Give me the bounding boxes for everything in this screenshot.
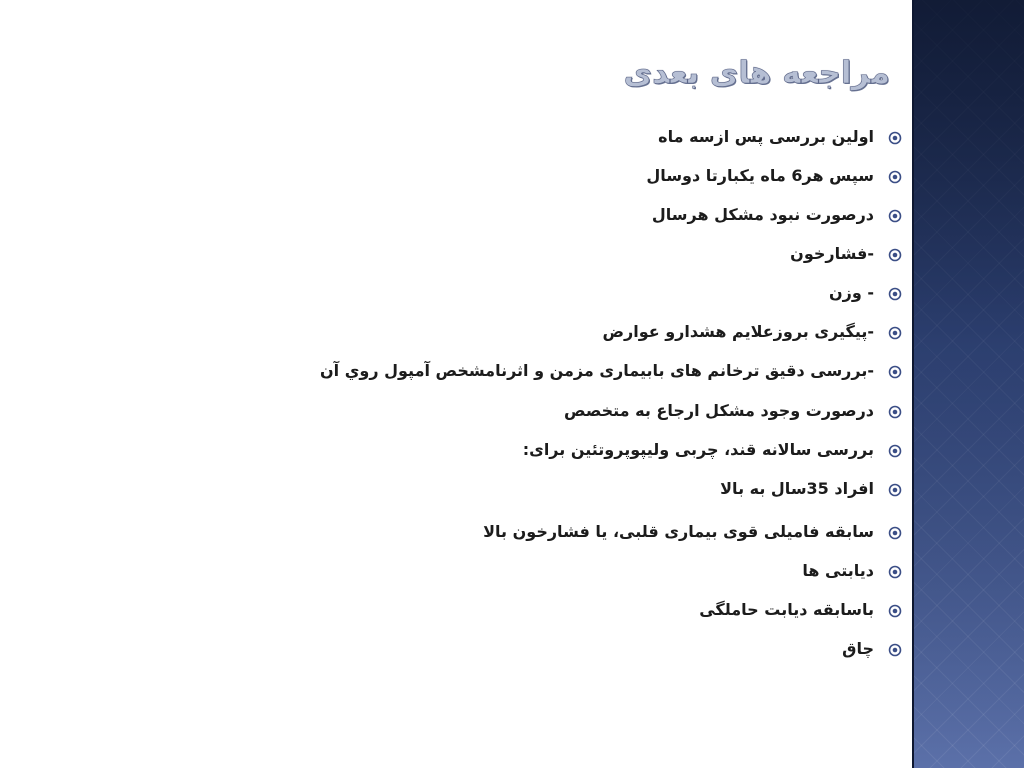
list-item-text: باسابقه دیابت حاملگی [699,600,874,619]
circled-dot-icon [888,565,902,579]
list-item [320,360,874,388]
list-item [842,638,874,666]
circled-dot-icon [888,287,902,301]
list-item-text: چاق [842,639,874,658]
list-item [564,400,874,428]
list-item [646,165,874,193]
list-item [602,321,874,349]
circled-dot-icon [888,170,902,184]
circled-dot-icon [888,209,902,223]
list-item [829,282,874,310]
list-item-text: دیابتی ها [802,561,874,580]
list-item [802,560,874,588]
list-item [483,521,874,549]
list-item [699,599,874,627]
list-item-text: - وزن [828,283,874,302]
list-item-text: اولین بررسی پس ازسه ماه [658,127,874,146]
list-item-text: بررسی سالانه قند، چربی ولیپوپروتئین برای: [522,440,874,459]
circled-dot-icon [888,444,902,458]
list-item-text: -بررسی دقیق ترخانم های بابیماری مزمن و اثرنامشخص آمپول روي آن [320,361,874,380]
circled-dot-icon [888,604,902,618]
list-item-text: -پیگیری بروزعلایم هشدارو عوارض [602,322,874,341]
side-panel-edge [912,0,914,768]
list-item-text: سپس هر6 ماه یکبارتا دوسال [646,166,874,185]
list-item-text: درصورت نبود مشکل هرسال [651,205,874,224]
list-item [790,243,874,271]
circled-dot-icon [888,131,902,145]
list-item [658,126,874,154]
list-item [523,439,874,467]
circled-dot-icon [888,405,902,419]
circled-dot-icon [888,326,902,340]
circled-dot-icon [888,365,902,379]
circled-dot-icon [888,248,902,262]
circled-dot-icon [888,643,902,657]
circled-dot-icon [888,483,902,497]
circled-dot-icon [888,526,902,540]
list-item-text: افراد 35سال به بالا [720,479,874,498]
list-item [720,478,874,506]
list-item-text: سابقه فامیلی قوی بیماری قلبی، یا فشارخون بالا [483,522,874,541]
list-item [652,204,874,232]
slide-title: مراجعه های بعدی [623,55,890,91]
list-item-text: درصورت وجود مشکل ارجاع به متخصص [564,401,874,420]
decorative-side-panel [912,0,1024,768]
list-item-text: -فشارخون [790,244,874,263]
